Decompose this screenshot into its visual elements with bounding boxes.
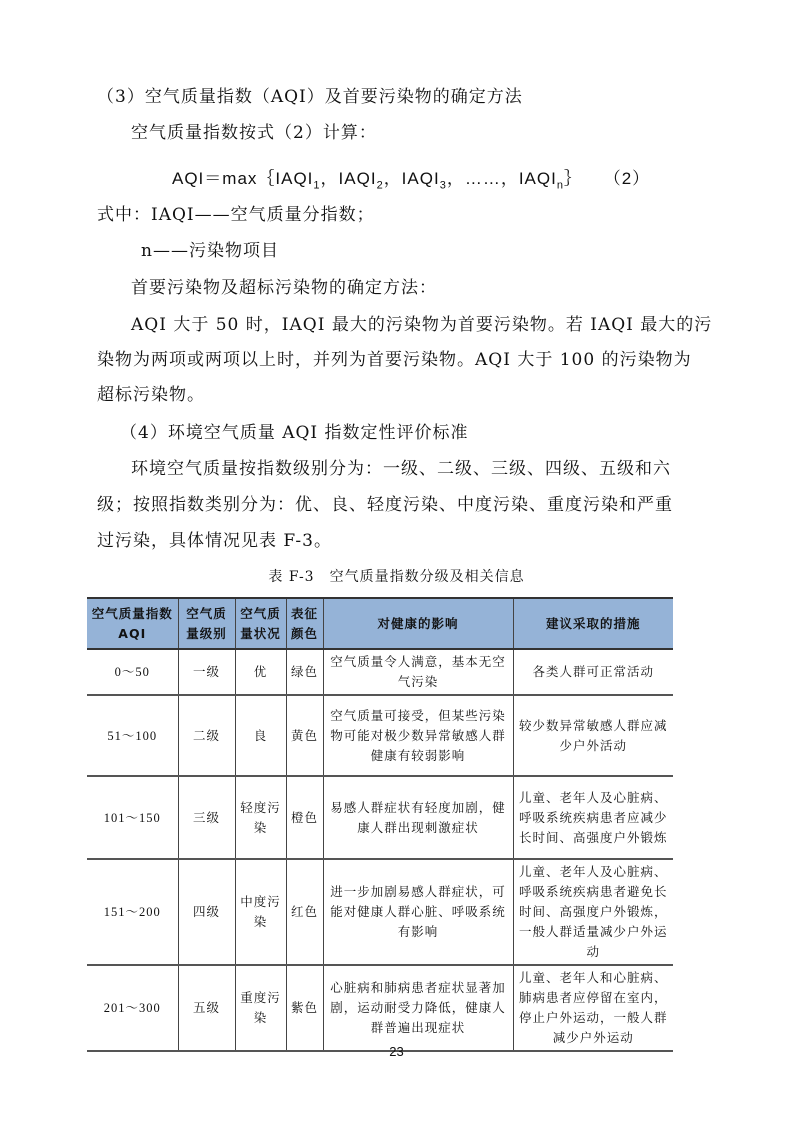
table-cell: 黄色: [286, 695, 323, 776]
table-cell: 重度污染: [235, 965, 286, 1051]
table-cell: 儿童、老年人和心脏病、肺病患者应停留在室内，停止户外运动，一般人群减少户外运动: [513, 965, 673, 1051]
table-cell: 0～50: [87, 649, 178, 695]
paragraph: 式中：IAQI——空气质量分指数；: [97, 205, 375, 225]
formula-text: AQI＝max｛IAQI: [172, 169, 314, 188]
table-cell: 儿童、老年人及心脏病、呼吸系统疾病患者避免长时间、高强度户外锻炼，一般人群适量减少户外运动: [513, 859, 673, 965]
formula: [172, 168, 650, 196]
table-row: [87, 776, 673, 859]
table-cell: 三级: [178, 776, 235, 859]
table-cell: 二级: [178, 695, 235, 776]
table-cell: 易感人群症状有轻度加剧，健康人群出现刺激症状: [323, 776, 513, 859]
table-cell: 201～300: [87, 965, 178, 1051]
table-cell: 一级: [178, 649, 235, 695]
table-row: [87, 965, 673, 1051]
section-heading-3: （3）空气质量指数（AQI）及首要污染物的确定方法: [97, 87, 523, 107]
formula-number: （2）: [603, 169, 651, 188]
paragraph: n——污染物项目: [141, 241, 279, 261]
header-cell: 对健康的影响: [323, 598, 513, 649]
formula-text: ，IAQI: [320, 169, 377, 188]
table-cell: 空气质量可接受，但某些污染物可能对极少数异常敏感人群健康有较弱影响: [323, 695, 513, 776]
table-cell: 优: [235, 649, 286, 695]
table-cell: 心脏病和肺病患者症状显著加剧，运动耐受力降低，健康人群普遍出现症状: [323, 965, 513, 1051]
section-heading-4: （4）环境空气质量 AQI 指数定性评价标准: [120, 423, 469, 443]
paragraph: AQI 大于 50 时，IAQI 最大的污染物为首要污染物。若 IAQI 最大的污: [131, 315, 713, 335]
table-cell: 101～150: [87, 776, 178, 859]
paragraph: 染物为两项或两项以上时，并列为首要污染物。AQI 大于 100 的污染物为: [97, 350, 692, 370]
paragraph: 级；按照指数类别分为：优、良、轻度污染、中度污染、重度污染和严重: [97, 495, 673, 515]
table-cell: 各类人群可正常活动: [513, 649, 673, 695]
table-row: [87, 859, 673, 965]
table-cell: 绿色: [286, 649, 323, 695]
table-cell: 空气质量令人满意，基本无空气污染: [323, 649, 513, 695]
table-cell: 红色: [286, 859, 323, 965]
table-cell: 中度污染: [235, 859, 286, 965]
table-cell: 良: [235, 695, 286, 776]
formula-text: ｝: [563, 169, 582, 188]
table-cell: 151～200: [87, 859, 178, 965]
paragraph: 环境空气质量按指数级别分为：一级、二级、三级、四级、五级和六: [131, 459, 671, 479]
header-cell: 表征颜色: [286, 598, 323, 649]
header-cell: 空气质量指数AQI: [87, 598, 178, 649]
subscript: 2: [376, 179, 384, 192]
table-cell: 紫色: [286, 965, 323, 1051]
aqi-table: [87, 597, 673, 1052]
page-number: 23: [389, 1044, 404, 1059]
header-cell: 空气质量级别: [178, 598, 235, 649]
paragraph: 过污染，具体情况见表 F-3。: [97, 531, 332, 551]
table-caption: 表 F-3 空气质量指数分级及相关信息: [268, 569, 525, 585]
header-cell: 空气质量状况: [235, 598, 286, 649]
formula-text: ，IAQI: [383, 169, 440, 188]
subscript: 3: [439, 179, 447, 192]
table-cell: 四级: [178, 859, 235, 965]
table-row: [87, 649, 673, 695]
table-cell: 较少数异常敏感人群应减少户外活动: [513, 695, 673, 776]
paragraph: 超标污染物。: [97, 385, 205, 405]
table-cell: 51～100: [87, 695, 178, 776]
table-cell: 橙色: [286, 776, 323, 859]
subscript: 1: [313, 179, 321, 192]
table-cell: 五级: [178, 965, 235, 1051]
paragraph: 首要污染物及超标污染物的确定方法：: [131, 278, 437, 298]
table-cell: 儿童、老年人及心脏病、呼吸系统疾病患者应减少长时间、高强度户外锻炼: [513, 776, 673, 859]
subscript: n: [556, 179, 564, 192]
paragraph: 空气质量指数按式（2）计算：: [131, 123, 377, 143]
header-cell: 建议采取的措施: [513, 598, 673, 649]
table-row: [87, 695, 673, 776]
table-cell: 进一步加剧易感人群症状，可能对健康人群心脏、呼吸系统有影响: [323, 859, 513, 965]
formula-text: ，……，IAQI: [446, 169, 557, 188]
table-cell: 轻度污染: [235, 776, 286, 859]
table-header-row: [87, 598, 673, 649]
